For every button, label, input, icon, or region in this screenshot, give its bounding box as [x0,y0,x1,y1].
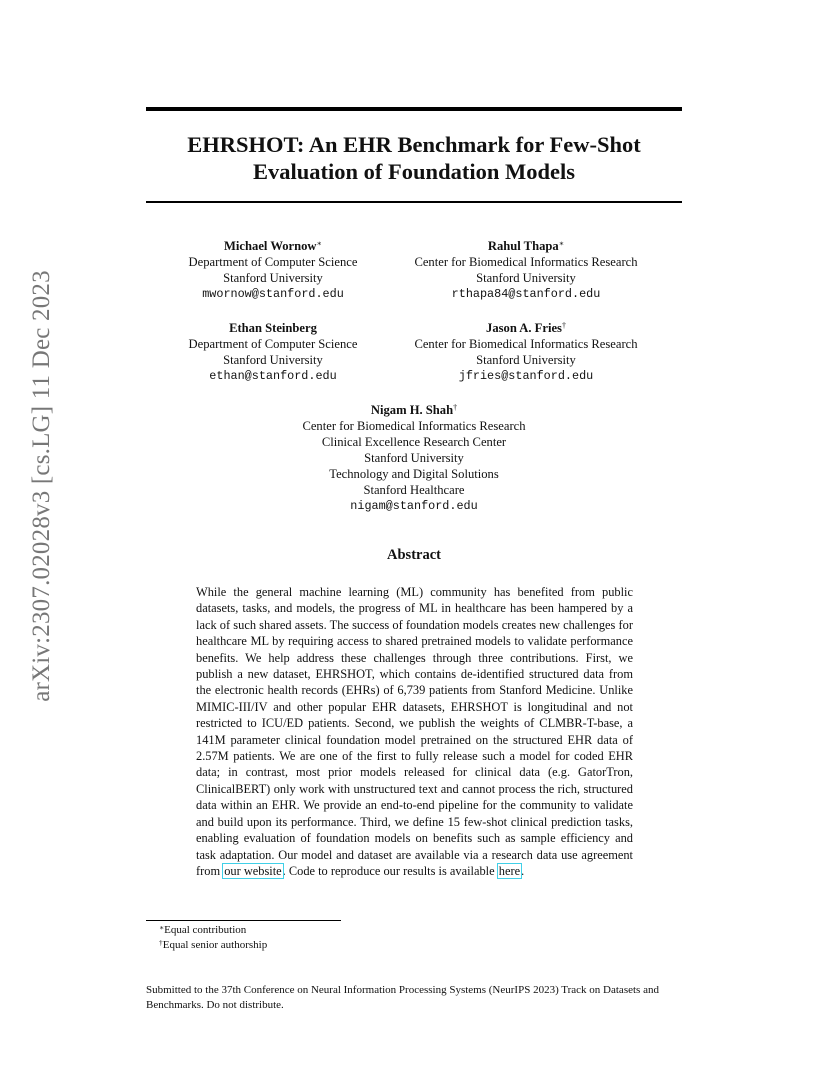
author-affiliation: Technology and Digital Solutions [329,467,499,481]
footnote-mark: ∗ [159,923,165,932]
arxiv-identifier: arXiv:2307.02028v3 [cs.LG] 11 Dec 2023 [28,270,55,702]
author-affiliation: Center for Biomedical Informatics Research [414,337,638,351]
author-affiliation: Stanford University [476,353,576,367]
author-block-wornow [173,238,373,302]
author-email[interactable]: jfries@stanford.edu [458,369,594,383]
title-line-1: EHRSHOT: An EHR Benchmark for Few-Shot [187,132,641,157]
title-top-rule [146,107,682,111]
author-email[interactable]: nigam@stanford.edu [350,499,478,513]
author-name: Nigam H. Shah [370,403,454,417]
title-line-2: Evaluation of Foundation Models [253,159,575,184]
footnote-text: Equal contribution [164,924,247,936]
author-affiliation: Stanford University [223,353,323,367]
author-block-thapa [396,238,656,302]
author-email[interactable]: ethan@stanford.edu [209,369,337,383]
author-affiliation: Center for Biomedical Informatics Research [414,255,638,269]
author-affiliation: Stanford University [476,271,576,285]
abstract-text: While the general machine learning (ML) community has benefited from public datasets, tasks, and models, the progress of ML in healthcare has been hampered by a lack of such shared assets. The success of foundation models creates new challenges for healthcare ML by requiring access to shared pretrained models to validate performance benefits. We help address these challenges through three contributions. First, we publish a new dataset, EHRSHOT, which contains de-identified structured data from the electronic health records (EHRs) of 6,739 patients from Stanford Medicine. Unlike MIMIC-III/IV and other popular EHR datasets, EHRSHOT is longitudinal and not restricted to ICU/ED patients. Second, we publish the weights of CLMBR-T-base, a 141M parameter clinical foundation model pretrained on the structured EHR data of 2.57M patients. We are one of the first to fully release such a model for coded EHR data; in contrast, most prior models released for clinical data (e.g. GatorTron, ClinicalBERT) only work with unstructured text and cannot process the rich, structured data within an EHR. We provide an end-to-end pipeline for the community to validate and build upon its performance. Third, we define 15 few-shot clinical prediction tasks, enabling evaluation of foundation models on benefits such as sample efficiency and task adaptation. Our model and dataset are available via a research data use agreement from [196,585,633,878]
abstract-heading: Abstract [387,547,441,563]
author-affiliation: Department of Computer Science [188,337,358,351]
author-affiliation: Stanford University [223,271,323,285]
author-email[interactable]: mwornow@stanford.edu [202,287,344,301]
abstract-body [196,584,633,879]
author-block-steinberg [173,320,373,384]
footnote-equal-contribution [159,923,246,937]
footnote-rule [146,920,341,921]
website-link[interactable]: our website [224,863,282,878]
footnote-text: Equal senior authorship [162,939,268,951]
author-block-shah [264,402,564,514]
author-affiliation: Center for Biomedical Informatics Research [302,419,526,433]
author-name: Michael Wornow [224,239,317,253]
paper-title [146,131,682,185]
author-name: Jason A. Fries [486,321,562,335]
title-bottom-rule [146,201,682,203]
author-email[interactable]: rthapa84@stanford.edu [451,287,601,301]
author-affiliation: Clinical Excellence Research Center [321,435,507,449]
author-name: Rahul Thapa [487,239,559,253]
author-affiliation: Stanford University [364,451,464,465]
submission-footer: Submitted to the 37th Conference on Neural Information Processing Systems (NeurIPS 2023) Track on Datasets and Benchmarks. Do not distribute. [146,984,659,1011]
author-mark: ∗ [558,239,565,248]
footnote-mark: † [159,938,163,947]
author-affiliation: Stanford Healthcare [363,483,465,497]
author-name: Ethan Steinberg [229,321,317,335]
author-affiliation: Department of Computer Science [188,255,358,269]
code-link[interactable]: here [498,863,521,878]
footnote-equal-senior [159,938,267,952]
author-mark: † [561,321,566,330]
author-mark: ∗ [316,239,322,248]
abstract-text-end: . [521,863,525,878]
author-mark: † [453,403,458,412]
abstract-text-mid: . Code to reproduce our results is available [282,863,495,878]
author-block-fries [396,320,656,384]
